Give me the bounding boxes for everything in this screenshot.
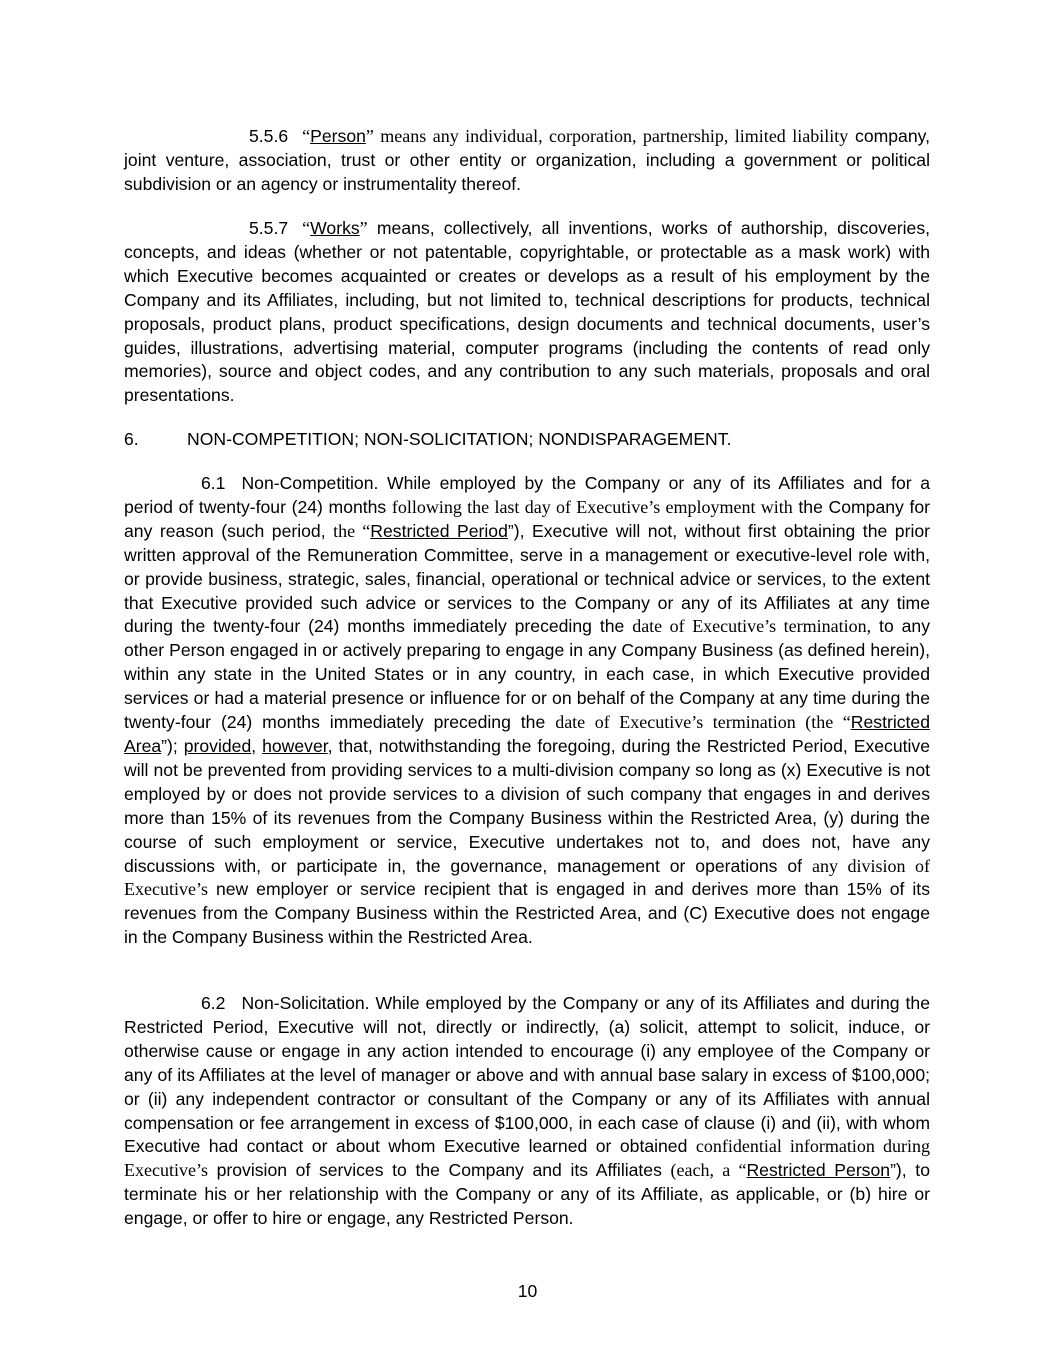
- section-number: 6.2: [201, 993, 226, 1013]
- section-number: 6.1: [201, 473, 226, 493]
- section-6-2: 6.2 Non-Solicitation. While employed by the Company or any of its Affiliates and during the Restricted Period, Executive will not, directly or indirectly, (a) solicit, attempt to solicit, induce, or otherwise cause or engage in any action intended to encourage (i) any employee of the Company or any of its Affiliates at the level of manager or above and with annual base salary in excess of $100,000; or (ii) any independent contractor or consultant of the Company or any of its Affiliates with annual compensation or fee arrangement in excess of $100,000, in each case of clause (i) and (ii), with whom Executive had contact or about whom Executive learned or obtained confidential information during Executive’s provision of services to the Company and its Affiliates (each, a “Restricted Person”), to terminate his or her relationship with the Company or any of its Affiliate, as applicable, or (b) hire or engage, or offer to hire or engage, any Restricted Person.: [124, 993, 930, 1229]
- section-6-1: 6.1 Non-Competition. While employed by the Company or any of its Affiliates and for a period of twenty-four (24) months following the last day of Executive’s employment with the Company for any reason (such period, the “Restricted Period”), Executive will not, without first obtaining the prior written approval of the Remuneration Committee, serve in a management or executive-level role with, or provide business, strategic, sales, financial, operational or technical advice or services, to the extent that Executive provided such advice or services to the Company or any of its Affiliates at any time during the twenty-four (24) months immediately preceding the date of Executive’s termination, to any other Person engaged in or actively preparing to engage in any Company Business (as defined herein), within any state in the United States or in any country, in each case, in which Executive provided services or had a material presence or influence for or on behalf of the Company at any time during the twenty-four (24) months immediately preceding the date of Executive’s termination (the “Restricted Area”); provided, however, that, notwithstanding the foregoing, during the Restricted Period, Executive will not be prevented from providing services to a multi-division company so long as (x) Executive is not employed by or does not provide services to a division of such company that engages in and derives more than 15% of its revenues from the Company Business within the Restricted Area, (y) during the course of such employment or service, Executive undertakes not to, and does not, have any discussions with, or participate in, the governance, management or operations of any division of Executive’s new employer or service recipient that is engaged in and derives more than 15% of its revenues from the Company Business within the Restricted Area, and (C) Executive does not engage in the Company Business within the Restricted Area.: [124, 473, 931, 948]
- section-5-5-7: 5.5.7 “Works” means, collectively, all inventions, works of authorship, discoveries, concepts, and ideas (whether or not patentable, copyrightable, or protectable as a mask work) with which Executive becomes acquainted or creates or develops as a result of his employment by the Company and its Affiliates, including, but not limited to, technical descriptions for products, technical proposals, product plans, product specifications, design documents and technical documents, user’s guides, illustrations, advertising material, computer programs (including the contents of read only memories), source and object codes, and any contribution to any such materials, proposals and oral presentations.: [124, 218, 930, 406]
- defined-term-restricted-person: Restricted Person: [746, 1160, 891, 1181]
- defined-term-works: Works: [310, 218, 360, 238]
- section-number: 5.5.7: [249, 218, 289, 238]
- section-5-5-6: 5.5.6 “Person” means any individual, corporation, partnership, limited liability company, joint venture, association, trust or other entity or organization, including a government or political subdivision or an agency or instrumentality thereof.: [124, 126, 930, 194]
- term-however: however: [262, 735, 328, 756]
- page-number: 10: [517, 1281, 538, 1301]
- section-number: 6.: [124, 429, 139, 449]
- defined-term-person: Person: [310, 126, 366, 146]
- defined-term-restricted-area: Restricted Area: [124, 712, 930, 756]
- section-number: 5.5.6: [249, 126, 289, 146]
- section-6-heading: [124, 427, 731, 451]
- defined-term-restricted-period: Restricted Period: [370, 520, 508, 541]
- section-title: NON-COMPETITION; NON-SOLICITATION; NONDISPARAGEMENT.: [187, 429, 732, 449]
- term-provided: provided: [183, 735, 252, 756]
